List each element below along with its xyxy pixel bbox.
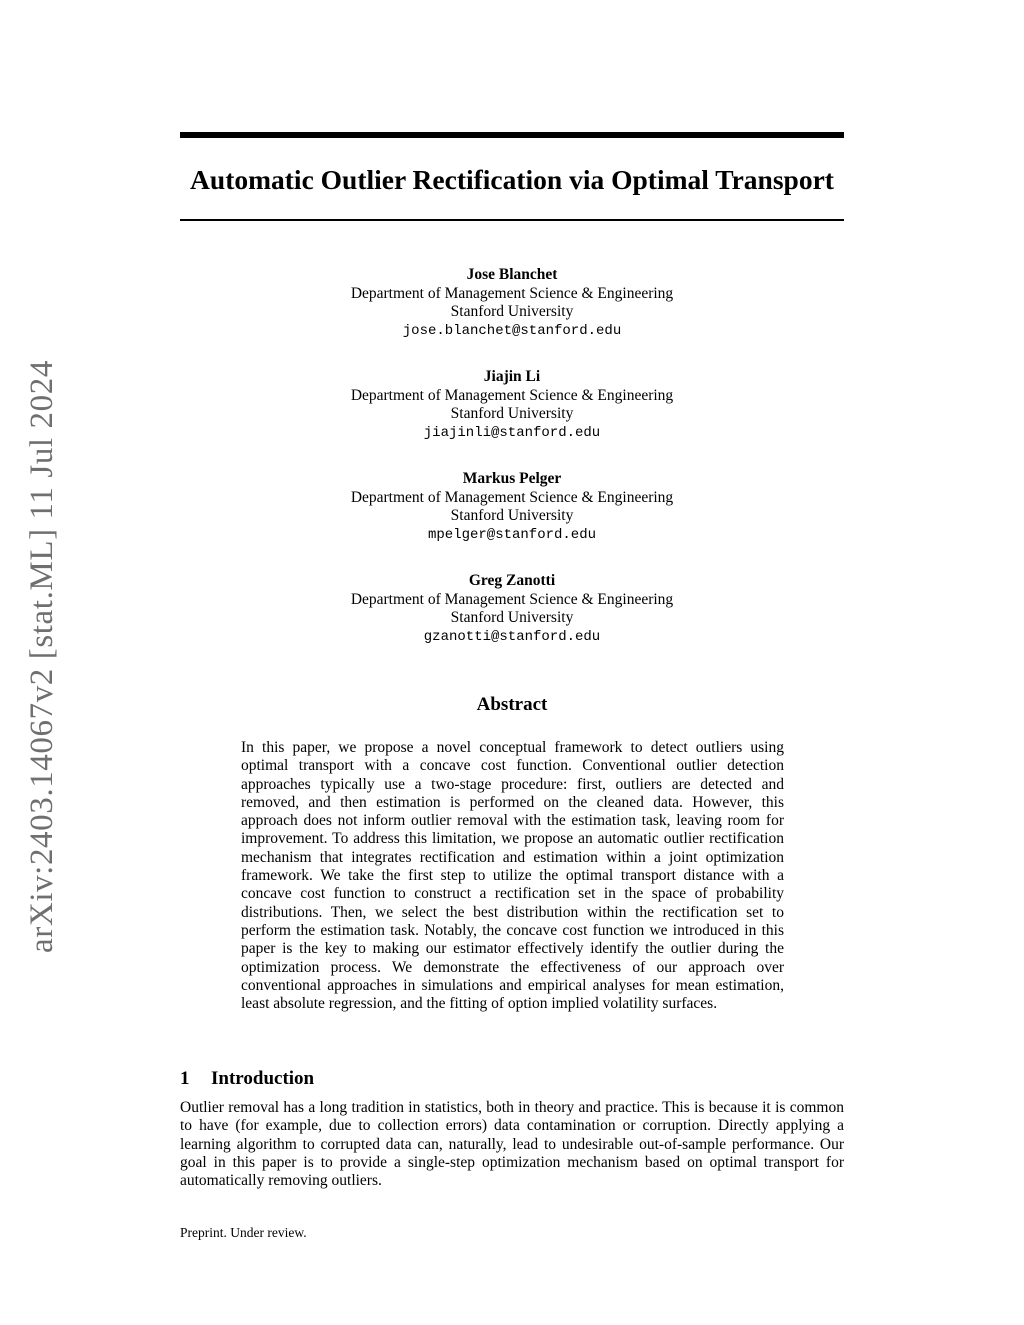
author-block — [180, 266, 844, 340]
author-list — [180, 266, 844, 674]
author-department: Department of Management Science & Engineering — [350, 488, 674, 506]
section-heading-introduction — [180, 1066, 844, 1092]
author-university: Stanford University — [450, 303, 574, 320]
author-block — [180, 572, 844, 646]
introduction-text: Outlier removal has a long tradition in statistics, both in theory and practice. This is because it is common to have (for example, due to collection errors) data contamination or corruption. Directly applying a learning algorithm to corrupted data can, naturally, lead to undesirable out-of-sample performance. Our goal in this paper is to provide a single-step optimization mechanism based on optimal transport for automatically removing outliers. — [180, 1099, 844, 1190]
author-department: Department of Management Science & Engineering — [350, 590, 674, 608]
author-university: Stanford University — [450, 405, 574, 422]
author-name: Markus Pelger — [462, 470, 562, 487]
abstract-heading: Abstract — [476, 694, 548, 715]
author-university: Stanford University — [450, 507, 574, 524]
author-email: jiajinli@stanford.edu — [423, 424, 601, 441]
author-email: jose.blanchet@stanford.edu — [402, 322, 622, 339]
author-department: Department of Management Science & Engineering — [350, 386, 674, 404]
author-block — [180, 470, 844, 544]
arxiv-id: arXiv:2403.14067v2 [stat.ML] 11 Jul 2024 — [23, 359, 60, 953]
author-university: Stanford University — [450, 609, 574, 626]
author-name: Jose Blanchet — [466, 266, 558, 283]
section-number: 1 — [180, 1068, 190, 1089]
title-top-rule — [180, 132, 844, 138]
author-block — [180, 368, 844, 442]
footer-note: Preprint. Under review. — [180, 1225, 307, 1240]
paper-title: Automatic Outlier Rectification via Optimal Transport — [190, 164, 834, 195]
arxiv-side-stamp — [20, 357, 64, 955]
author-name: Jiajin Li — [483, 368, 541, 385]
section-title: Introduction — [211, 1068, 315, 1089]
author-email: gzanotti@stanford.edu — [423, 628, 601, 645]
author-department: Department of Management Science & Engineering — [350, 284, 674, 302]
title-bottom-rule — [180, 219, 844, 221]
author-email: mpelger@stanford.edu — [427, 526, 597, 543]
abstract-text: In this paper, we propose a novel conceptual framework to detect outliers using optimal transport with a concave cost function. Conventional outlier detection approaches typically use a two-stage procedure: first, outliers are detected and removed, and then estimation is performed on the cleaned data. However, this approach does not inform outlier removal with the estimation task, leaving room for improvement. To address this limitation, we propose an automatic outlier rectification mechanism that integrates rectification and estimation within a joint optimization framework. We take the first step to utilize the optimal transport distance with a concave cost function to construct a rectification set in the space of probability distributions. Then, we select the best distribution within the rectification set to perform the estimation task. Notably, the concave cost function we introduced in this paper is the key to making our estimator effectively identify the outlier during the optimization process. We demonstrate the effectiveness of our approach over conventional approaches in simulations and empirical analyses for mean estimation, least absolute regression, and the fitting of option implied volatility surfaces. — [241, 739, 784, 1013]
author-name: Greg Zanotti — [468, 572, 556, 589]
